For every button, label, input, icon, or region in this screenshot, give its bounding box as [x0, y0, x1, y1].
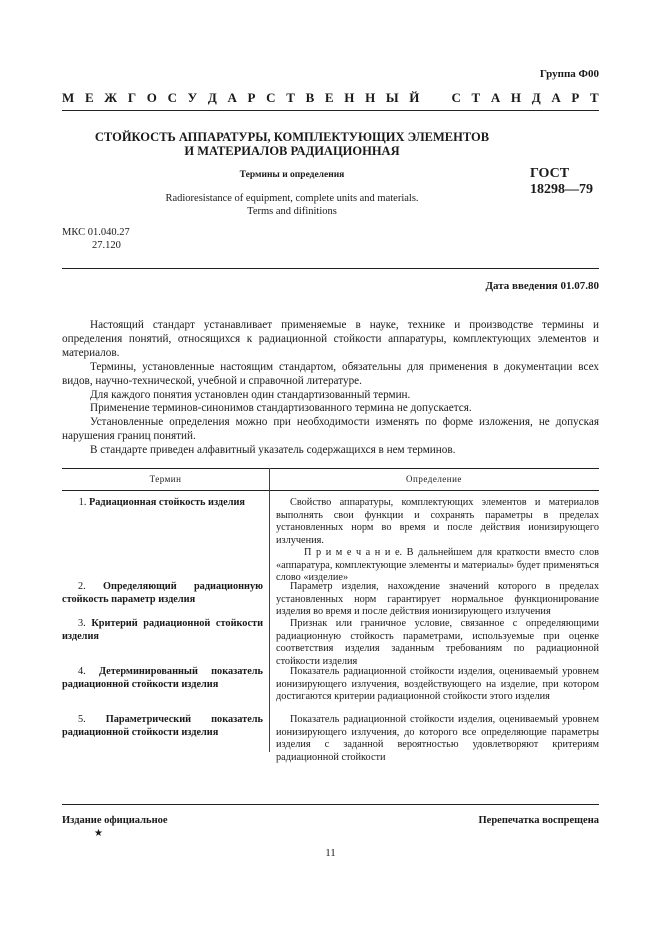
document-title — [62, 130, 522, 158]
banner-letter: Р — [247, 90, 256, 105]
banner-letter: Д — [207, 90, 217, 105]
star-icon: ★ — [94, 828, 103, 839]
table-row — [62, 666, 599, 702]
banner-letter: Т — [286, 90, 295, 105]
term-number: 4. — [78, 666, 86, 677]
banner-letter: Е — [324, 90, 334, 105]
definition-text: Показатель радиационной стойкости изделия, оцениваемый уровнем ионизирующего излучения, до которого все определяющие параметры изделия с заданной вероятностью удовлетворяют критериям радиационной стойкости — [276, 714, 599, 763]
page-number: 11 — [325, 847, 336, 859]
banner-letter: А — [227, 90, 237, 105]
table-row — [62, 618, 599, 667]
title-line-2: И МАТЕРИАЛОВ РАДИАЦИОННАЯ — [184, 144, 400, 158]
column-header-definition: Определение — [406, 474, 462, 484]
banner-letter: В — [305, 90, 315, 105]
gost-designation — [530, 166, 600, 198]
table-header — [62, 468, 599, 490]
banner-letter: Ж — [104, 90, 118, 105]
definition-text: Свойство аппаратуры, комплектующих элементов и материалов выполнять свои функции и сохранять параметры в пределах установленных норм во время и после действия ионизирующего излучения. — [276, 497, 599, 546]
english-title-line-2: Terms and difinitions — [247, 206, 337, 217]
intro-paragraph: Настоящий стандарт устанавливает применяемые в науке, технике и производстве термины и определения понятий, относящихся к радиационной стойкости аппаратуры, комплектующих элементов и материалов. — [62, 319, 599, 359]
banner-letter: Ы — [385, 90, 399, 105]
banner-letter: С — [167, 90, 177, 105]
term-cell — [62, 581, 267, 606]
term-text: Критерий радиационной стойкости изделия — [62, 618, 264, 642]
note-label: П р и м е ч а н и е. — [304, 547, 403, 558]
header-rule — [62, 110, 599, 111]
banner-letter: А — [551, 90, 561, 105]
intro-paragraph: В стандарте приведен алфавитный указатель содержащихся в нем терминов. — [90, 444, 456, 457]
document-subtitle: Термины и определения — [239, 170, 345, 180]
term-cell — [62, 666, 267, 691]
table-row — [62, 581, 599, 617]
banner-letter: Т — [471, 90, 481, 105]
banner-letter: С — [266, 90, 276, 105]
intro-paragraph: Установленные определения можно при необходимости изменять по форме изложения, не допуская нарушения границ понятий. — [62, 416, 599, 443]
note-text: В дальнейшем для краткости вместо слов «аппаратура, комплектующие элементы и материалы» будет применяться слово «изделие» — [276, 547, 600, 583]
definition-cell — [276, 714, 599, 764]
title-line-1: СТОЙКОСТЬ АППАРАТУРЫ, КОМПЛЕКТУЮЩИХ ЭЛЕМЕНТОВ — [94, 130, 490, 144]
table-column-divider — [269, 468, 270, 752]
term-cell — [62, 714, 267, 739]
banner-letter: Н — [510, 90, 522, 105]
definition-cell — [276, 618, 599, 668]
banner-letter: Р — [571, 90, 580, 105]
term-text: Параметрический показатель радиационной стойкости изделия — [62, 714, 263, 738]
banner-letter: Н — [365, 90, 376, 105]
definition-text: Признак или граничное условие, связанное с определяющими радиационную стойкость параметрами, используемые при оценке соответствия изделия заданным требованиям по радиационной стойкости изделия — [276, 618, 599, 667]
banner-letter: Н — [344, 90, 355, 105]
introduction-text — [62, 319, 599, 458]
mks-codes — [62, 226, 130, 252]
english-title-line-1: Radioresistance of equipment, complete units and materials. — [165, 193, 419, 204]
intro-paragraph: Термины, установленные настоящим стандартом, обязательны для применения в документации всех видов, научно-технической, учебной и справочной литературе. — [62, 360, 599, 387]
gost-number: 18298—79 — [530, 182, 593, 197]
definition-text: Параметр изделия, нахождение значений которого в пределах установленных норм гарантирует нормальное функционирование изделия во время и после действия ионизирующего излучения — [276, 581, 599, 617]
footer-rule — [62, 804, 599, 805]
term-cell — [62, 618, 267, 643]
intro-paragraph: Для каждого понятия установлен один стандартизованный термин. — [90, 388, 411, 401]
banner-letter: Е — [84, 90, 94, 105]
banner-letter: Д — [531, 90, 541, 105]
banner-letter: М — [62, 90, 75, 105]
standard-banner — [62, 90, 599, 106]
reprint-prohibited: Перепечатка воспрещена — [478, 815, 599, 826]
definition-cell — [276, 497, 599, 585]
term-text: Радиационная стойкость изделия — [88, 497, 245, 508]
banner-letter: У — [187, 90, 198, 105]
table-row — [62, 714, 599, 763]
banner-letter: О — [146, 90, 157, 105]
mks-code-1: МКС 01.040.27 — [62, 227, 130, 238]
table-header-rule — [62, 490, 599, 491]
term-number: 5. — [78, 714, 86, 725]
term-number: 1. — [78, 497, 87, 508]
term-number: 3. — [78, 618, 86, 629]
banner-letter: Й — [409, 90, 420, 105]
introduction-date: Дата введения 01.07.80 — [485, 280, 599, 292]
banner-letter: А — [490, 90, 501, 105]
definition-text: Показатель радиационной стойкости изделия, оцениваемый уровнем ионизирующего излучения, воздействующего на изделие, при котором достигаются критерии радиационной стойкости этого изделия — [276, 666, 599, 702]
banner-letter: Т — [590, 90, 599, 105]
edition-official: Издание официальное — [62, 815, 168, 826]
definition-cell — [276, 581, 599, 619]
definition-cell — [276, 666, 599, 704]
intro-paragraph: Применение терминов-синонимов стандартизованного термина не допускается. — [90, 402, 472, 415]
title-rule — [62, 268, 599, 269]
english-title — [62, 192, 522, 218]
mks-code-2: 27.120 — [92, 240, 121, 251]
column-header-term: Термин — [149, 474, 182, 484]
group-label: Группа Ф00 — [539, 68, 599, 80]
banner-letter: Г — [127, 90, 137, 105]
definition-note — [276, 547, 599, 585]
term-cell — [62, 497, 269, 510]
term-text: Детерминированный показатель радиационной стойкости изделия — [62, 666, 263, 690]
table-row — [62, 497, 600, 583]
gost-label: ГОСТ — [530, 166, 570, 181]
term-text: Определяющий радиационную стойкость параметр изделия — [62, 581, 264, 605]
banner-letter: С — [451, 90, 461, 105]
term-number: 2. — [78, 581, 86, 592]
